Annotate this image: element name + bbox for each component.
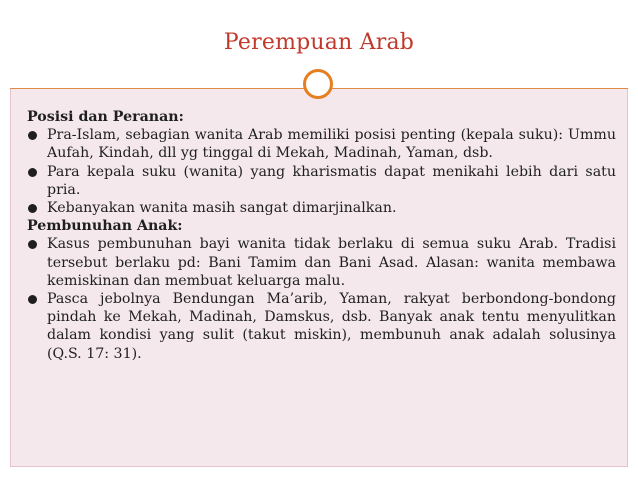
bullet-icon (28, 168, 37, 177)
list-item-text: Para kepala suku (wanita) yang kharismatis dapat menikahi lebih dari satu pria. (47, 163, 616, 198)
bullet-icon (28, 295, 37, 304)
section-heading-pembunuhan: Pembunuhan Anak: (27, 218, 183, 235)
bullet-icon (28, 240, 37, 249)
decorative-circle-icon (303, 69, 333, 99)
slide-title: Perempuan Arab (223, 30, 415, 55)
list-item (27, 199, 616, 217)
list-item (27, 163, 616, 199)
section-heading-posisi: Posisi dan Peranan: (27, 109, 184, 125)
list-item-text: Pasca jebolnya Bendungan Ma’arib, Yaman, rakyat berbondong-bondong pindah ke Mekah, Madinah, Damskus, dsb. Banyak anak tentu menyulitkan dalam kondisi yang sulit (takut miskin), membunuh anak adalah solusinya (Q.S. 17: 31). (47, 291, 616, 362)
list-item-text: Pra-Islam, sebagian wanita Arab memiliki posisi penting (kepala suku): Ummu Aufah, Kindah, dll yg tinggal di Mekah, Madinah, Yaman, dsb. (47, 127, 616, 162)
list-item-text: Kebanyakan wanita masih sangat dimarjinalkan. (47, 200, 397, 217)
list-item-text: Kasus pembunuhan bayi wanita tidak berlaku di semua suku Arab. Tradisi tersebut berlaku pd: Bani Tamim dan Bani Asad. Alasan: wanita membawa kemiskinan dan membuat keluarga malu. (47, 236, 616, 289)
list-item (27, 290, 616, 363)
slide-content (27, 108, 616, 363)
bullet-icon (28, 131, 37, 140)
bullet-icon (28, 204, 37, 213)
list-item (27, 126, 616, 162)
list-item (27, 235, 616, 290)
